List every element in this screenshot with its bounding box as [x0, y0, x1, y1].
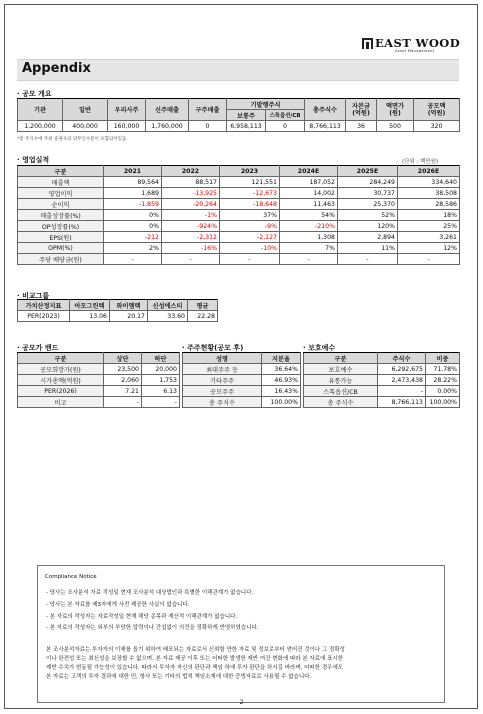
lockup-col-header: 주식수 [378, 353, 426, 364]
earnings-row-label: 매출액 [18, 177, 104, 188]
table-row [183, 397, 301, 408]
earnings-cell: 37% [220, 210, 280, 221]
band-cell: 23,500 [104, 364, 142, 375]
hdr-old-shares: 구주매출 [189, 99, 227, 121]
earnings-col-header: 2024E [280, 166, 338, 177]
price-band-table [17, 352, 180, 408]
band-cell: 1,753 [142, 375, 180, 386]
page-number: 2 [239, 699, 244, 706]
hdr-amount: 공모액 (억원) [414, 99, 460, 121]
earnings-cell: 7% [280, 243, 338, 254]
hdr-new-shares: 신주매출 [146, 99, 189, 121]
earnings-cell: 18% [398, 210, 460, 221]
hdr-common: 보통주 [227, 110, 266, 121]
band-col-header: 구분 [18, 353, 104, 364]
earnings-cell: 0% [104, 210, 162, 221]
earnings-unit: (단위 : 백만원) [402, 159, 439, 165]
earnings-cell: 30,737 [338, 188, 398, 199]
earnings-cell: - [220, 254, 280, 265]
earnings-row-label: 순이익 [18, 199, 104, 210]
table-row [18, 386, 180, 397]
earnings-col-header: 2023 [220, 166, 280, 177]
val-general: 400,000 [63, 121, 108, 132]
earnings-cell: -2,127 [220, 232, 280, 243]
table-row [18, 188, 460, 199]
table-row [183, 375, 301, 386]
earnings-cell: - [280, 254, 338, 265]
earnings-cell: 89,564 [104, 177, 162, 188]
val-old-shares: 0 [189, 121, 227, 132]
earnings-cell: - [104, 254, 162, 265]
val-common: 6,958,113 [227, 121, 266, 132]
band-col-header: 상단 [104, 353, 142, 364]
earnings-cell: 2% [104, 243, 162, 254]
lockup-cell: 2,473,438 [378, 375, 426, 386]
band-cell: 2,060 [104, 375, 142, 386]
compliance-line: 본 자료는 고객의 투자 결과에 대한 민, 형사 또는 기타의 법적 책임소재에 대한 증빙자료로 사용될 수 없습니다. [46, 674, 312, 680]
lockup-cell: - [378, 386, 426, 397]
earnings-row-label: 매출성장률(%) [18, 210, 104, 221]
shareholders-cell: 100.00% [262, 397, 301, 408]
peers-cell: 22.28 [188, 311, 218, 322]
table-row [183, 386, 301, 397]
table-row [18, 364, 180, 375]
table-row [18, 397, 180, 408]
val-employee: 160,000 [108, 121, 146, 132]
val-institution: 1,200,000 [18, 121, 63, 132]
table-row [304, 364, 460, 375]
lockup-cell: 8,766,113 [378, 397, 426, 408]
table-row [18, 221, 460, 232]
earnings-cell: 38,508 [398, 188, 460, 199]
peers-col-header: 가치산정지표 [18, 300, 70, 311]
earnings-cell: 3,261 [398, 232, 460, 243]
hdr-capital: 자본금 (억원) [346, 99, 377, 121]
earnings-cell: -212 [104, 232, 162, 243]
earnings-cell: -12,673 [220, 188, 280, 199]
lockup-cell: 0.00% [426, 386, 460, 397]
page-title: Appendix [22, 61, 91, 76]
shareholders-cell: 46.93% [262, 375, 301, 386]
earnings-cell: 121,551 [220, 177, 280, 188]
shareholders-row-label: 기타주주 [183, 375, 262, 386]
earnings-col-header: 2026E [398, 166, 460, 177]
compliance-item: - 당사는 본 자료를 제3자에게 사전 제공한 사실이 없습니다. [46, 601, 190, 608]
shareholders-cell: 36.64% [262, 364, 301, 375]
ipo-overview-heading: · 공모 개요 [17, 90, 52, 98]
compliance-title: Compliance Notice [45, 574, 97, 580]
shareholders-row-label: 최대주주 등 [183, 364, 262, 375]
peers-table [17, 299, 218, 322]
val-option: 0 [266, 121, 305, 132]
earnings-cell: -10% [220, 243, 280, 254]
earnings-col-header: 2022 [162, 166, 220, 177]
lockup-col-header: 구분 [304, 353, 378, 364]
shareholders-col-header: 성명 [183, 353, 262, 364]
table-row [18, 199, 460, 210]
band-cell: 20,000 [142, 364, 180, 375]
earnings-row-label: EPS(원) [18, 232, 104, 243]
shareholders-table [182, 352, 301, 408]
lockup-col-header: 비중 [426, 353, 460, 364]
earnings-cell: 28,586 [398, 199, 460, 210]
val-capital: 36 [346, 121, 377, 132]
earnings-cell: 25,370 [338, 199, 398, 210]
earnings-cell: -924% [162, 221, 220, 232]
lockup-row-label: 보호예수 [304, 364, 378, 375]
hdr-employee: 우리사주 [108, 99, 146, 121]
earnings-cell: -18,648 [220, 199, 280, 210]
earnings-cell: 1,308 [280, 232, 338, 243]
earnings-cell: -210% [280, 221, 338, 232]
lockup-heading: · 보호예수 [303, 344, 336, 352]
lockup-cell: 100.00% [426, 397, 460, 408]
peers-heading: · 비교그룹 [17, 292, 50, 300]
val-par: 500 [377, 121, 414, 132]
shareholders-col-header: 지분율 [262, 353, 301, 364]
brand-name: EAST WOOD [375, 36, 461, 50]
ipo-overview-table [17, 98, 460, 132]
compliance-item: - 본 자료의 작성자는 자료작성일 현재 해당 종목과 재산적 이해관계가 없습니다. [46, 613, 238, 620]
table-row [18, 232, 460, 243]
val-new-shares: 1,760,000 [146, 121, 189, 132]
table-row [18, 243, 460, 254]
hdr-option: 스톡옵션/CB [266, 110, 305, 121]
shareholders-cell: 16.43% [262, 386, 301, 397]
earnings-cell: 12% [398, 243, 460, 254]
earnings-col-header: 구분 [18, 166, 104, 177]
table-row [18, 375, 180, 386]
earnings-cell: - [162, 254, 220, 265]
hdr-total: 총주식수 [305, 99, 346, 121]
band-row-label: 시가총액(억원) [18, 375, 104, 386]
peers-col-header: 와이엠텍 [110, 300, 148, 311]
lockup-cell: 6,292,675 [378, 364, 426, 375]
lockup-row-label: 스톡옵션/CB [304, 386, 378, 397]
earnings-cell: -13,925 [162, 188, 220, 199]
earnings-cell: 334,640 [398, 177, 460, 188]
table-row [18, 254, 460, 265]
earnings-cell: -20,264 [162, 199, 220, 210]
earnings-cell: -1% [162, 210, 220, 221]
earnings-cell: 54% [280, 210, 338, 221]
compliance-notice-box [37, 565, 445, 703]
peers-cell: 33.60 [148, 311, 188, 322]
band-row-label: PER(2026) [18, 386, 104, 397]
earnings-cell: 120% [338, 221, 398, 232]
earnings-cell: 88,517 [162, 177, 220, 188]
table-row [304, 375, 460, 386]
earnings-cell: -16% [162, 243, 220, 254]
earnings-cell: 1,689 [104, 188, 162, 199]
earnings-heading: · 영업실적 [17, 156, 50, 164]
earnings-cell: 11% [338, 243, 398, 254]
earnings-cell: - [338, 254, 398, 265]
shareholders-row-label: 공모주주 [183, 386, 262, 397]
hdr-issued-group: 기발행주식 [227, 99, 305, 110]
hdr-institution: 기관 [18, 99, 63, 121]
earnings-table [17, 165, 460, 265]
earnings-cell: - [398, 254, 460, 265]
brand-sub: Asset Management [395, 49, 435, 53]
compliance-line: 이나 완전성 또는 최신성을 보장할 수 없으며, 본 자료 제공 이후 또는 어떠한 발생한 제반 여건 변화에 따라 본 자료에 표시한 [46, 656, 344, 662]
band-cell: 7.21 [104, 386, 142, 397]
earnings-cell: -9% [220, 221, 280, 232]
val-total: 8,766,113 [305, 121, 346, 132]
band-row-label: 공모희망가(원) [18, 364, 104, 375]
peers-cell: 20.17 [110, 311, 148, 322]
band-cell: - [142, 397, 180, 408]
earnings-cell: 284,249 [338, 177, 398, 188]
earnings-cell: -1,859 [104, 199, 162, 210]
earnings-row-label: 영업이익 [18, 188, 104, 199]
band-cell: - [104, 397, 142, 408]
east-wood-logo [362, 36, 461, 57]
hdr-general: 일반 [63, 99, 108, 121]
price-band-heading: · 공모가 밴드 [17, 344, 59, 352]
compliance-item: - 본 자료의 작성자는 외부의 부당한 압력이나 간섭없이 의견을 정확하게 반영하였습니다. [46, 625, 259, 632]
table-row [18, 177, 460, 188]
val-amount: 320 [414, 121, 460, 132]
lockup-row-label: 총 주식수 [304, 397, 378, 408]
earnings-cell: 14,002 [280, 188, 338, 199]
shareholders-heading: · 주주현황(공모 후) [182, 344, 244, 352]
earnings-row-label: OPM(%) [18, 243, 104, 254]
hdr-par: 액면가 (원) [377, 99, 414, 121]
earnings-cell: 2,894 [338, 232, 398, 243]
peers-col-header: 평균 [188, 300, 218, 311]
earnings-cell: 11,463 [280, 199, 338, 210]
peers-col-header: 아모그린텍 [70, 300, 110, 311]
earnings-col-header: 2021 [104, 166, 162, 177]
compliance-items [46, 588, 438, 635]
table-row [304, 397, 460, 408]
compliance-item: - 당사는 조사분석 자료 작성일 현재 조사분석 대상법인과 특별한 이해관계가 없습니다. [46, 590, 254, 596]
peers-col-header: 신성에스티 [148, 300, 188, 311]
lockup-row-label: 유통가능 [304, 375, 378, 386]
table-row [304, 386, 460, 397]
earnings-row-label: 주당 배당금(원) [18, 254, 104, 265]
earnings-cell: 0% [104, 221, 162, 232]
earnings-cell: 25% [398, 221, 460, 232]
title-bar [17, 59, 459, 81]
earnings-cell: -2,312 [162, 232, 220, 243]
band-row-label: 비고 [18, 397, 104, 408]
compliance-line: 본 조사분석자료는 투자자의 이해를 돕기 위하여 배포되는 자료로서 신뢰할 만한 자료 및 정보로부터 얻어진 것이나 그 정확성 [46, 647, 345, 653]
lockup-cell: 71.78% [426, 364, 460, 375]
table-row [18, 210, 460, 221]
lockup-table [303, 352, 460, 408]
earnings-row-label: OP성장률(%) [18, 221, 104, 232]
earnings-cell: 52% [338, 210, 398, 221]
peers-cell: 13.06 [70, 311, 110, 322]
shareholders-row-label: 총 주식수 [183, 397, 262, 408]
table-row [183, 364, 301, 375]
peers-row-label: PER(2023) [18, 311, 70, 322]
earnings-cell: 187,052 [280, 177, 338, 188]
compliance-paragraph [46, 646, 438, 682]
band-cell: 6.13 [142, 386, 180, 397]
compliance-line: 제반 수치가 변동될 가능성이 있습니다. 따라서 투자자 자신의 판단과 책임 하에 투자 판단을 하시길 바라며, 어떠한 경우에도 [46, 665, 344, 671]
earnings-col-header: 2025E [338, 166, 398, 177]
lockup-cell: 28.22% [426, 375, 460, 386]
band-col-header: 하단 [142, 353, 180, 364]
logo-mark-icon [362, 38, 373, 49]
ipo-overview-note: *총 주식수에 주관 증권사의 의무인수분이 포함되어있음 [17, 137, 127, 142]
